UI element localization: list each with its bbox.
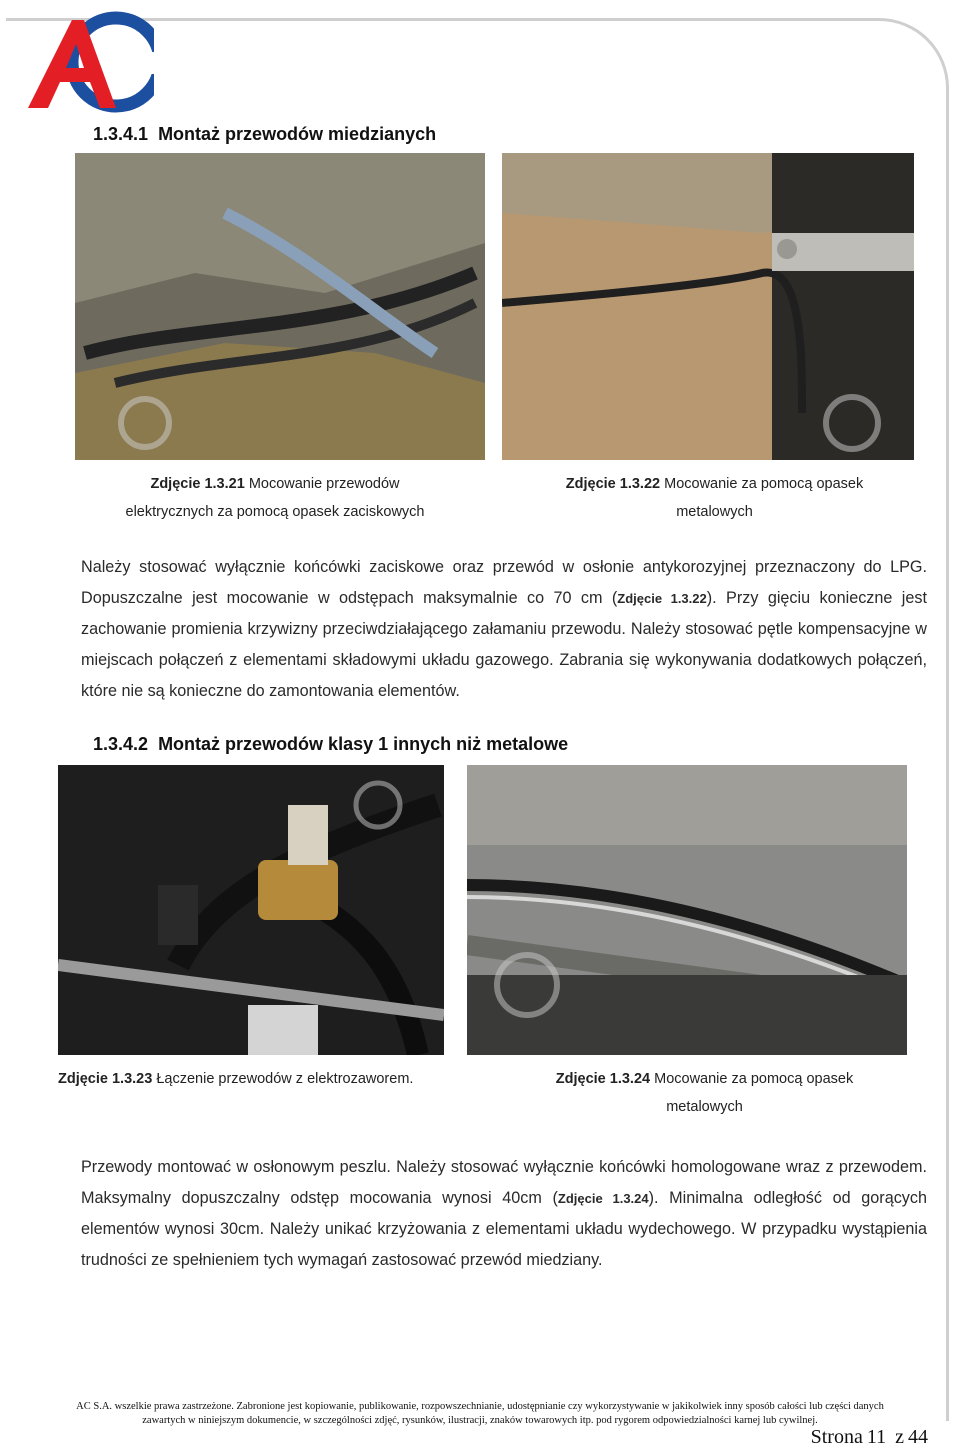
photo-1-3-21 [75, 153, 485, 460]
paragraph-non-metal-lines: Przewody montować w osłonowym peszlu. Należy stosować wyłącznie końcówki homologowane wraz z przewodem. Maksymalny dopuszczalny odstęp mocowania wynosi 40cm (Zdjęcie 1.3.24). Minimalna odległość od gorących elementów wynosi 30cm. Należy unikać krzyżowania z elementami układu wydechowego. W przypadku wystąpienia trudności ze spełnieniem tych wymagań zastosować przewód miedziany. [81, 1158, 927, 1269]
section-heading-1: 1.3.4.1 Montaż przewodów miedzianych [93, 124, 437, 144]
paragraph-copper-lines: Należy stosować wyłącznie końcówki zaciskowe oraz przewód w osłonie antykorozyjnej przeznaczony do LPG. Dopuszczalne jest mocowanie w odstępach maksymalnie co 70 cm (Zdjęcie 1.3.22). Przy gięciu konieczne jest zachowanie promienia krzywizny przeciwdziałającego załamaniu przewodu. Należy stosować pętle kompensacyjne w miejscach połączeń z elementami składowymi układu gazowego. Zabrania się wykonywania dodatkowych połączeń, które nie są konieczne do zamontowania elementów. [81, 558, 927, 700]
caption-1-3-22: Zdjęcie 1.3.22 Mocowanie za pomocą opasek metalowych [565, 476, 864, 520]
footer-copyright: AC S.A. wszelkie prawa zastrzeżone. Zabronione jest kopiowanie, publikowanie, rozpowszechnianie, udostępnianie czy wykorzystywanie w jakikolwiek inny sposób całości lub części danych zawartych w niniejszym dokumencie, w szczególności zdjęć, rysunków, ilustracji, znaków towarowych itp. pod rygorem odpowiedzialności karnej lub cywilnej. [76, 1401, 884, 1426]
caption-1-3-21: Zdjęcie 1.3.21 Mocowanie przewodów elektrycznych za pomocą opasek zaciskowych [125, 476, 425, 520]
page-number: Strona 11 z 44 [810, 1426, 928, 1448]
photo-1-3-24 [467, 765, 907, 1055]
section-heading-2: 1.3.4.2 Montaż przewodów klasy 1 innych niż metalowe [93, 734, 569, 754]
caption-1-3-24: Zdjęcie 1.3.24 Mocowanie za pomocą opasek metalowych [555, 1071, 854, 1115]
photo-1-3-23 [58, 765, 444, 1055]
caption-1-3-23: Zdjęcie 1.3.23 Łączenie przewodów z elektrozaworem. [58, 1071, 414, 1087]
ac-logo-icon [24, 8, 154, 116]
photo-1-3-22 [502, 153, 914, 460]
